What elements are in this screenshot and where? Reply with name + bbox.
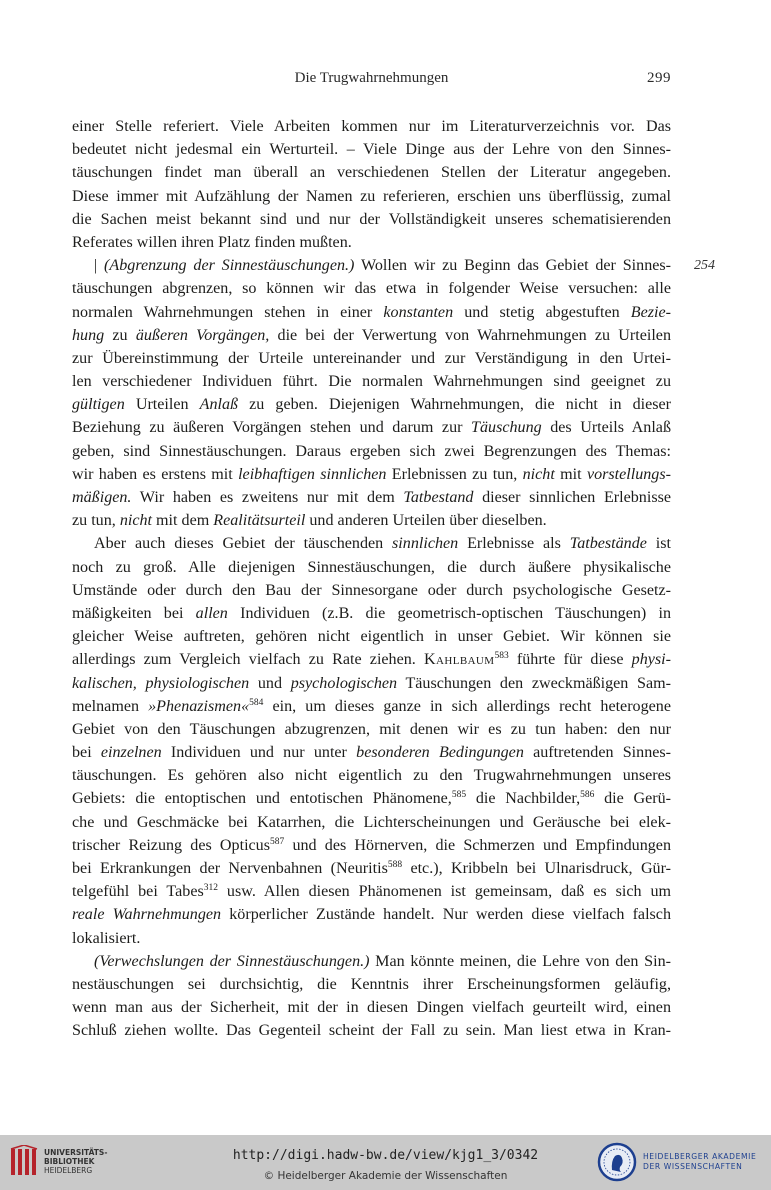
text-segment: täuschungen findet man überall an verschiedenen Stellen der Literatur angegeben.: [72, 164, 671, 182]
text-segment: mit dem: [152, 512, 214, 530]
text-line: [72, 880, 671, 903]
text-segment: die bei der Verwertung von Wahrnehmungen zu Urteilen: [269, 326, 671, 344]
text-segment: Urteilen: [124, 396, 200, 414]
text-line: [72, 532, 671, 555]
footnote-ref[interactable]: 588: [387, 860, 403, 870]
text-line: [72, 764, 671, 787]
text-segment: führte für diese: [508, 651, 632, 669]
text-segment: täuschungen. Es gehören also nicht eigentlich zu den Trugwahrnehmungen unseres: [72, 767, 671, 785]
page-number: 299: [647, 70, 671, 86]
emphasis-text: Tatbestände: [569, 535, 647, 553]
text-segment: bei Erkrankungen der Nervenbahnen (Neuritis: [72, 860, 388, 877]
digital-copy-link[interactable]: http://digi.hadw-bw.de/view/kjg1_3/0342: [232, 1148, 539, 1163]
text-segment: Wir haben es zweitens nur mit dem: [131, 489, 404, 506]
text-segment: geben, sind Sinnestäuschungen. Daraus ergeben sich zwei Begrenzungen des Themas:: [72, 442, 671, 460]
text-line: [72, 486, 671, 509]
text-segment: Täuschungen den zweckmäßigen Sam-: [397, 674, 671, 692]
text-segment: Schluß ziehen wollte. Das Gegenteil scheint der Fall zu sein. Man liest etwa in Kran-: [72, 1022, 671, 1040]
text-line: [72, 672, 671, 695]
text-segment: ist: [646, 535, 671, 553]
text-line: [72, 625, 671, 648]
emphasis-text: Realitätsurteil: [213, 512, 306, 530]
text-line: [72, 161, 671, 184]
text-line: [72, 440, 671, 463]
footnote-ref[interactable]: 584: [249, 697, 264, 708]
text-line: [72, 787, 671, 810]
text-line: [72, 138, 671, 161]
emphasis-text: konstanten: [383, 303, 454, 321]
text-line: [72, 185, 671, 208]
text-segment: und anderen Urteilen über dieselben.: [305, 512, 547, 530]
text-line: [72, 950, 671, 973]
footnote-ref[interactable]: 312: [203, 883, 218, 894]
footnote-ref[interactable]: 587: [270, 836, 285, 847]
text-line: [72, 695, 671, 718]
text-segment: mit: [554, 465, 587, 483]
text-segment: täuschungen abgrenzen, so können wir das etwa in folgender Weise versuchen: alle: [72, 280, 671, 298]
academy-seal-icon: [597, 1141, 637, 1183]
text-segment: zu geben. Diejenigen Wahrnehmungen, die nicht in dieser: [238, 396, 671, 414]
text-line: [72, 834, 671, 857]
text-line: [72, 370, 671, 393]
text-line: [72, 903, 671, 926]
emphasis-text: reale Wahrnehmungen: [72, 906, 222, 924]
text-segment: Individuen und nur unter: [161, 744, 357, 762]
footnote-ref[interactable]: 583: [494, 651, 509, 662]
emphasis-text: (Verwechslungen der Sinnestäuschungen.): [94, 952, 370, 970]
copyright-notice: © Heidelberger Akademie der Wissenschaften: [263, 1170, 508, 1182]
text-segment: trischer Reizung des Opticus: [72, 836, 270, 854]
text-line: [72, 718, 671, 741]
text-line: [72, 973, 671, 996]
text-segment: gleicher Weise auftreten, gehören nicht eigentlich in unser Gebiet. Wir können sie: [72, 628, 671, 646]
text-segment: Diese immer mit Aufzählung der Namen zu referieren, erschien uns überflüssig, zumal: [72, 187, 671, 205]
emphasis-text: Täuschung: [471, 419, 542, 437]
page-header: [72, 70, 671, 94]
text-line: [72, 347, 671, 370]
text-segment: die Gerü-: [594, 790, 671, 808]
text-line: [72, 996, 671, 1019]
text-segment: etc.), Kribbeln bei Ulnarisdruck, Gür-: [402, 860, 671, 877]
emphasis-text: leibhaftigen sinnlichen: [238, 465, 387, 483]
text-segment: mäßigkeiten bei: [72, 604, 196, 622]
text-segment: usw. Allen diesen Phänomenen ist gemeinsam, daß es sich um: [218, 883, 671, 901]
running-title: Die Trugwahrnehmungen: [294, 70, 449, 86]
text-segment: Gebiets: die entoptischen und entotischen Phänomene,: [72, 790, 452, 808]
text-segment: Gebiet von den Täuschungen abzugrenzen, mit denen wir es zu tun haben: den nur: [72, 720, 671, 738]
emphasis-text: (Abgrenzung der Sinnestäuschungen.): [104, 257, 355, 275]
footnote-ref[interactable]: 586: [580, 790, 595, 801]
academy-name: HEIDELBERGER AKADEMIE DER WISSENSCHAFTEN: [643, 1152, 757, 1171]
text-segment: allerdings zum Vergleich vielfach zu Rate ziehen.: [72, 651, 424, 669]
text-line: [72, 277, 671, 300]
text-segment: bei: [72, 744, 101, 762]
text-segment: Man könnte meinen, die Lehre von den Sin-: [369, 952, 671, 970]
text-segment: zur Übereinstimmung der Urteile untereinander und zur Verständigung in den Urtei-: [72, 349, 671, 367]
emphasis-text: besonderen Bedingungen: [356, 744, 524, 762]
emphasis-text: einzelnen: [100, 744, 162, 762]
text-segment: noch zu groß. Alle diejenigen Sinnestäuschungen, die durch äußere physikalische: [72, 558, 671, 576]
text-line: [72, 556, 671, 579]
emphasis-text: nicht: [119, 512, 153, 530]
text-segment: zu: [104, 326, 136, 344]
text-segment: und: [249, 674, 291, 692]
text-line: [72, 301, 671, 324]
text-segment: die Sachen meist bekannt sind und nur der Vollständigkeit unseres schematisierenden: [72, 210, 671, 228]
footer-bar: [0, 1135, 771, 1190]
emphasis-text: vorstellungs-: [586, 465, 671, 483]
text-segment: melnamen: [72, 697, 149, 715]
emphasis-text: sinnlichen: [392, 535, 459, 553]
text-line: [72, 324, 671, 347]
text-segment: len verschiedener Individuen führt. Die normalen Wahrnehmungen sind geeignet zu: [72, 373, 671, 391]
margin-page-reference: 254: [694, 258, 715, 273]
text-segment: dieser sinnlichen Erlebnisse: [473, 489, 671, 506]
emphasis-text: Tatbestand: [403, 489, 474, 506]
university-library-name: UNIVERSITÄTS- BIBLIOTHEK HEIDELBERG: [44, 1148, 108, 1175]
text-line: [72, 811, 671, 834]
text-line: [72, 254, 671, 277]
emphasis-text: gültigen: [72, 396, 125, 414]
text-segment: wenn man aus der Sicherheit, mit der in diesen Dingen vielfach geurteilt wird, einen: [72, 999, 671, 1017]
text-segment: Wollen wir zu Beginn das Gebiet der Sinnes-: [354, 257, 671, 275]
emphasis-text: nicht: [522, 465, 555, 483]
text-line: [72, 579, 671, 602]
text-segment: Individuen (z.B. die geometrisch-optischen Täuschungen) in: [227, 604, 671, 622]
text-line: [72, 231, 671, 254]
text-line: [72, 509, 671, 532]
text-line: [72, 115, 671, 138]
text-line: [72, 857, 671, 880]
emphasis-text: äußeren Vorgängen,: [135, 326, 270, 344]
text-segment: Aber auch dieses Gebiet der täuschenden: [94, 535, 393, 553]
text-segment: ein, um dieses ganze in sich allerdings recht heterogene: [263, 697, 671, 715]
text-segment: körperlicher Zustände handelt. Nur werden diese vielfach falsch: [221, 906, 671, 924]
emphasis-text: hung: [72, 326, 105, 344]
text-segment: nestäuschungen sei durchsichtig, die Kenntnis ihrer Erscheinungsformen geläufig,: [72, 975, 671, 993]
text-line: [72, 393, 671, 416]
text-segment: telgefühl bei Tabes: [72, 883, 204, 901]
text-line: [72, 416, 671, 439]
text-segment: Referates willen ihren Platz finden mußten.: [72, 233, 352, 251]
text-segment: einer Stelle referiert. Viele Arbeiten kommen nur im Literaturverzeichnis vor. Das: [72, 118, 671, 135]
emphasis-text: physi-: [631, 651, 671, 669]
footnote-ref[interactable]: 585: [451, 790, 467, 801]
text-line: [72, 463, 671, 486]
text-line: [72, 741, 671, 764]
emphasis-text: psychologischen: [290, 674, 398, 692]
text-segment: normalen Wahrnehmungen stehen in einer: [72, 303, 384, 321]
text-line: [72, 927, 671, 950]
emphasis-text: Bezie-: [630, 303, 671, 321]
text-segment: che und Geschmäcke bei Katarrhen, die Lichterscheinungen und Geräusche bei elek-: [72, 813, 671, 831]
emphasis-text: mäßigen.: [72, 489, 132, 506]
text-segment: die Nachbilder,: [466, 790, 581, 808]
text-segment: zu tun,: [72, 512, 120, 530]
emphasis-text: kalischen, physiologischen: [72, 674, 250, 692]
text-segment: des Urteils Anlaß: [541, 419, 671, 437]
emphasis-text: allen: [195, 604, 228, 622]
text-segment: auftretenden Sinnes-: [523, 744, 671, 762]
text-line: [72, 208, 671, 231]
text-line: [72, 1019, 671, 1042]
text-segment: Umstände oder durch den Bau der Sinnesorgane oder durch psychologische Gesetz-: [72, 581, 671, 599]
text-segment: und stetig abgestuften: [453, 303, 631, 321]
emphasis-text: Anlaß: [199, 396, 239, 414]
emphasis-text: »Phenazismen«: [148, 697, 250, 715]
text-segment: wir haben es erstens mit: [72, 465, 239, 483]
text-segment: Erlebnisse als: [458, 535, 570, 553]
text-segment: bedeutet nicht jedesmal ein Werturteil. – Viele Dinge aus der Lehre von den Sinnes-: [72, 141, 671, 159]
author-name: Kahlbaum: [424, 651, 495, 669]
body-text: [72, 115, 671, 1043]
text-segment: und des Hörnerven, die Schmerzen und Empfindungen: [284, 836, 671, 854]
text-segment: Erlebnissen zu tun,: [386, 465, 523, 483]
text-line: [72, 602, 671, 625]
text-line: [72, 648, 671, 671]
text-segment: Beziehung zu äußeren Vorgängen stehen und darum zur: [72, 419, 472, 437]
text-segment: lokalisiert.: [72, 929, 141, 947]
text-segment: |: [94, 257, 105, 275]
